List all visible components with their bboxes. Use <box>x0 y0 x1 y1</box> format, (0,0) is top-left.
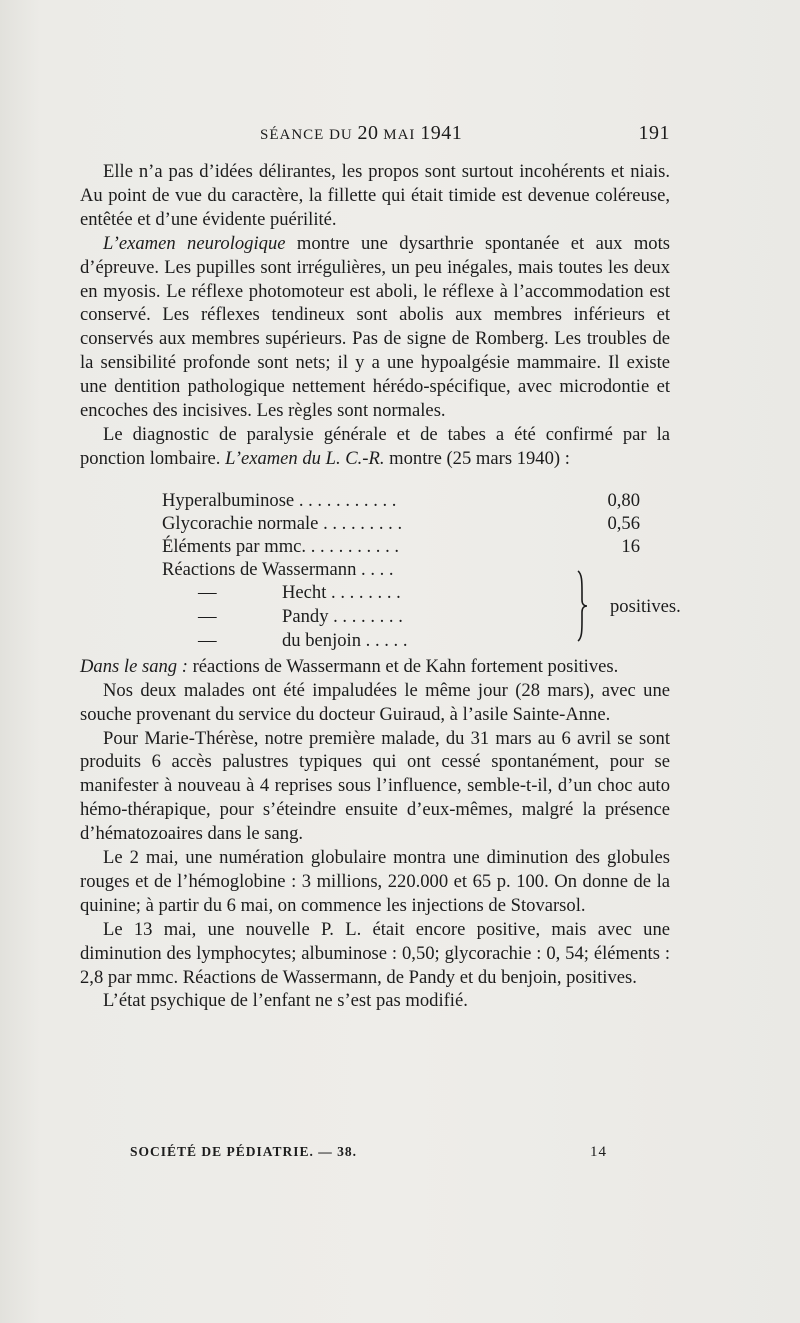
paragraph-1: Elle n’a pas d’idées délirantes, les propos sont surtout incohérents et niais. Au point de vue du caractère, la fillette qui était timide est devenue coléreuse, entêtée et d’une évidente puérilité. <box>80 161 670 230</box>
paragraph-3 <box>80 423 670 471</box>
running-title <box>260 122 462 145</box>
table-row-label: Glycorachie normale . . . . . . . . . <box>162 512 403 534</box>
table-subrow-dash: — <box>198 629 217 651</box>
table-row-label: Réactions de Wassermann . . . . <box>162 558 394 580</box>
table-row <box>162 512 402 536</box>
table-subrow <box>162 581 401 605</box>
paragraph-4 <box>80 655 670 679</box>
paragraph-2-text: montre une dysarthrie spontanée et aux mots d’épreuve. Les pupilles sont irrégulières, un peu inégales, mais toutes les deux en myosis. Le réflexe photomoteur est aboli, le réflexe à l’accommodation est conservé. Les réflexes tendineux sont abolis aux membres inférieurs et conservés aux membres supérieurs. Pas de signe de Romberg. Les troubles de la sensibilité profonde sont nets; il y a une hypoalgésie mammaire. Il existe une dentition pathologique nettement hérédo-spécifique, avec microdontie et encoches des incisives. Les règles sont normales. <box>80 232 670 422</box>
paragraph-3-italic: L’examen du L. C.-R. <box>225 447 385 469</box>
running-title-day: 20 <box>357 122 379 144</box>
table-row-value: 0,80 <box>607 489 640 511</box>
running-header <box>80 122 670 152</box>
table-subrow-label: Pandy . . . . . . . . <box>282 605 403 627</box>
table-row <box>162 535 399 559</box>
paragraph-3-text-a: Le diagnostic de paralysie générale et de tabes a été confirmé par la ponction lombaire. <box>80 423 670 469</box>
csf-results-table <box>162 475 681 651</box>
journal-signature: SOCIÉTÉ DE PÉDIATRIE. — 38. <box>130 1144 358 1159</box>
brace-label: positives. <box>610 595 681 617</box>
curly-brace-icon <box>575 570 589 642</box>
paragraph-3-text-b: montre (25 mars 1940) : <box>384 447 570 469</box>
table-subrow <box>162 605 403 629</box>
table-row <box>162 558 394 582</box>
table-subrow-label: du benjoin . . . . . <box>282 629 408 651</box>
running-title-year: 1941 <box>420 122 463 144</box>
table-subrow <box>162 629 408 653</box>
table-subrow-label: Hecht . . . . . . . . <box>282 581 401 603</box>
paragraph-4-italic: Dans le sang : <box>80 655 188 677</box>
table-row-label: Hyperalbuminose . . . . . . . . . . . <box>162 489 397 511</box>
table-subrow-dash: — <box>198 605 217 627</box>
running-title-prefix: SÉANCE DU <box>260 127 358 143</box>
paragraph-8: Le 13 mai, une nouvelle P. L. était encore positive, mais avec une diminution des lymphocytes; albuminose : 0,50; glycorachie : 0, 54; éléments : 2,8 par mmc. Réactions de Wassermann, de Pandy et du benjoin, positives. <box>80 918 670 988</box>
paragraph-2-italic: L’examen neurologique <box>103 232 286 254</box>
table-row-value: 16 <box>621 535 640 557</box>
article-body <box>80 160 681 1013</box>
paragraph-6: Pour Marie-Thérèse, notre première malade, du 31 mars au 6 avril se sont produits 6 accès palustres typiques qui ont cessé spontanément, pour se manifester à nouveau à 4 reprises sous l’influence, semble-t-il, d’un choc auto hémo-thérapique, pour s’éteindre ensuite d’eux-mêmes, malgré la présence d’hématozoaires dans le sang. <box>80 727 670 845</box>
table-row <box>162 489 396 513</box>
paragraph-7: Le 2 mai, une numération globulaire montra une diminution des globules rouges et de l’hémoglobine : 3 millions, 220.000 et 65 p. 100. On donne de la quinine; à partir du 6 mai, on commence les injections de Stovarsol. <box>80 847 670 916</box>
paragraph-2 <box>80 232 670 423</box>
table-row-value: 0,56 <box>607 512 640 534</box>
table-row-label: Éléments par mmc. . . . . . . . . . . <box>162 535 400 557</box>
paragraph-9: L’état psychique de l’enfant ne s’est pas modifié. <box>103 990 468 1012</box>
footer <box>130 1144 620 1168</box>
running-title-month: MAI <box>378 127 421 143</box>
paragraph-4-text: réactions de Wassermann et de Kahn fortement positives. <box>187 655 619 677</box>
paragraph-5: Nos deux malades ont été impaludées le même jour (28 mars), avec une souche provenant du service du docteur Guiraud, à l’asile Sainte-Anne. <box>80 679 670 725</box>
page-number: 191 <box>638 122 670 144</box>
sheet-signature: 14 <box>590 1144 607 1160</box>
table-subrow-dash: — <box>198 581 217 603</box>
